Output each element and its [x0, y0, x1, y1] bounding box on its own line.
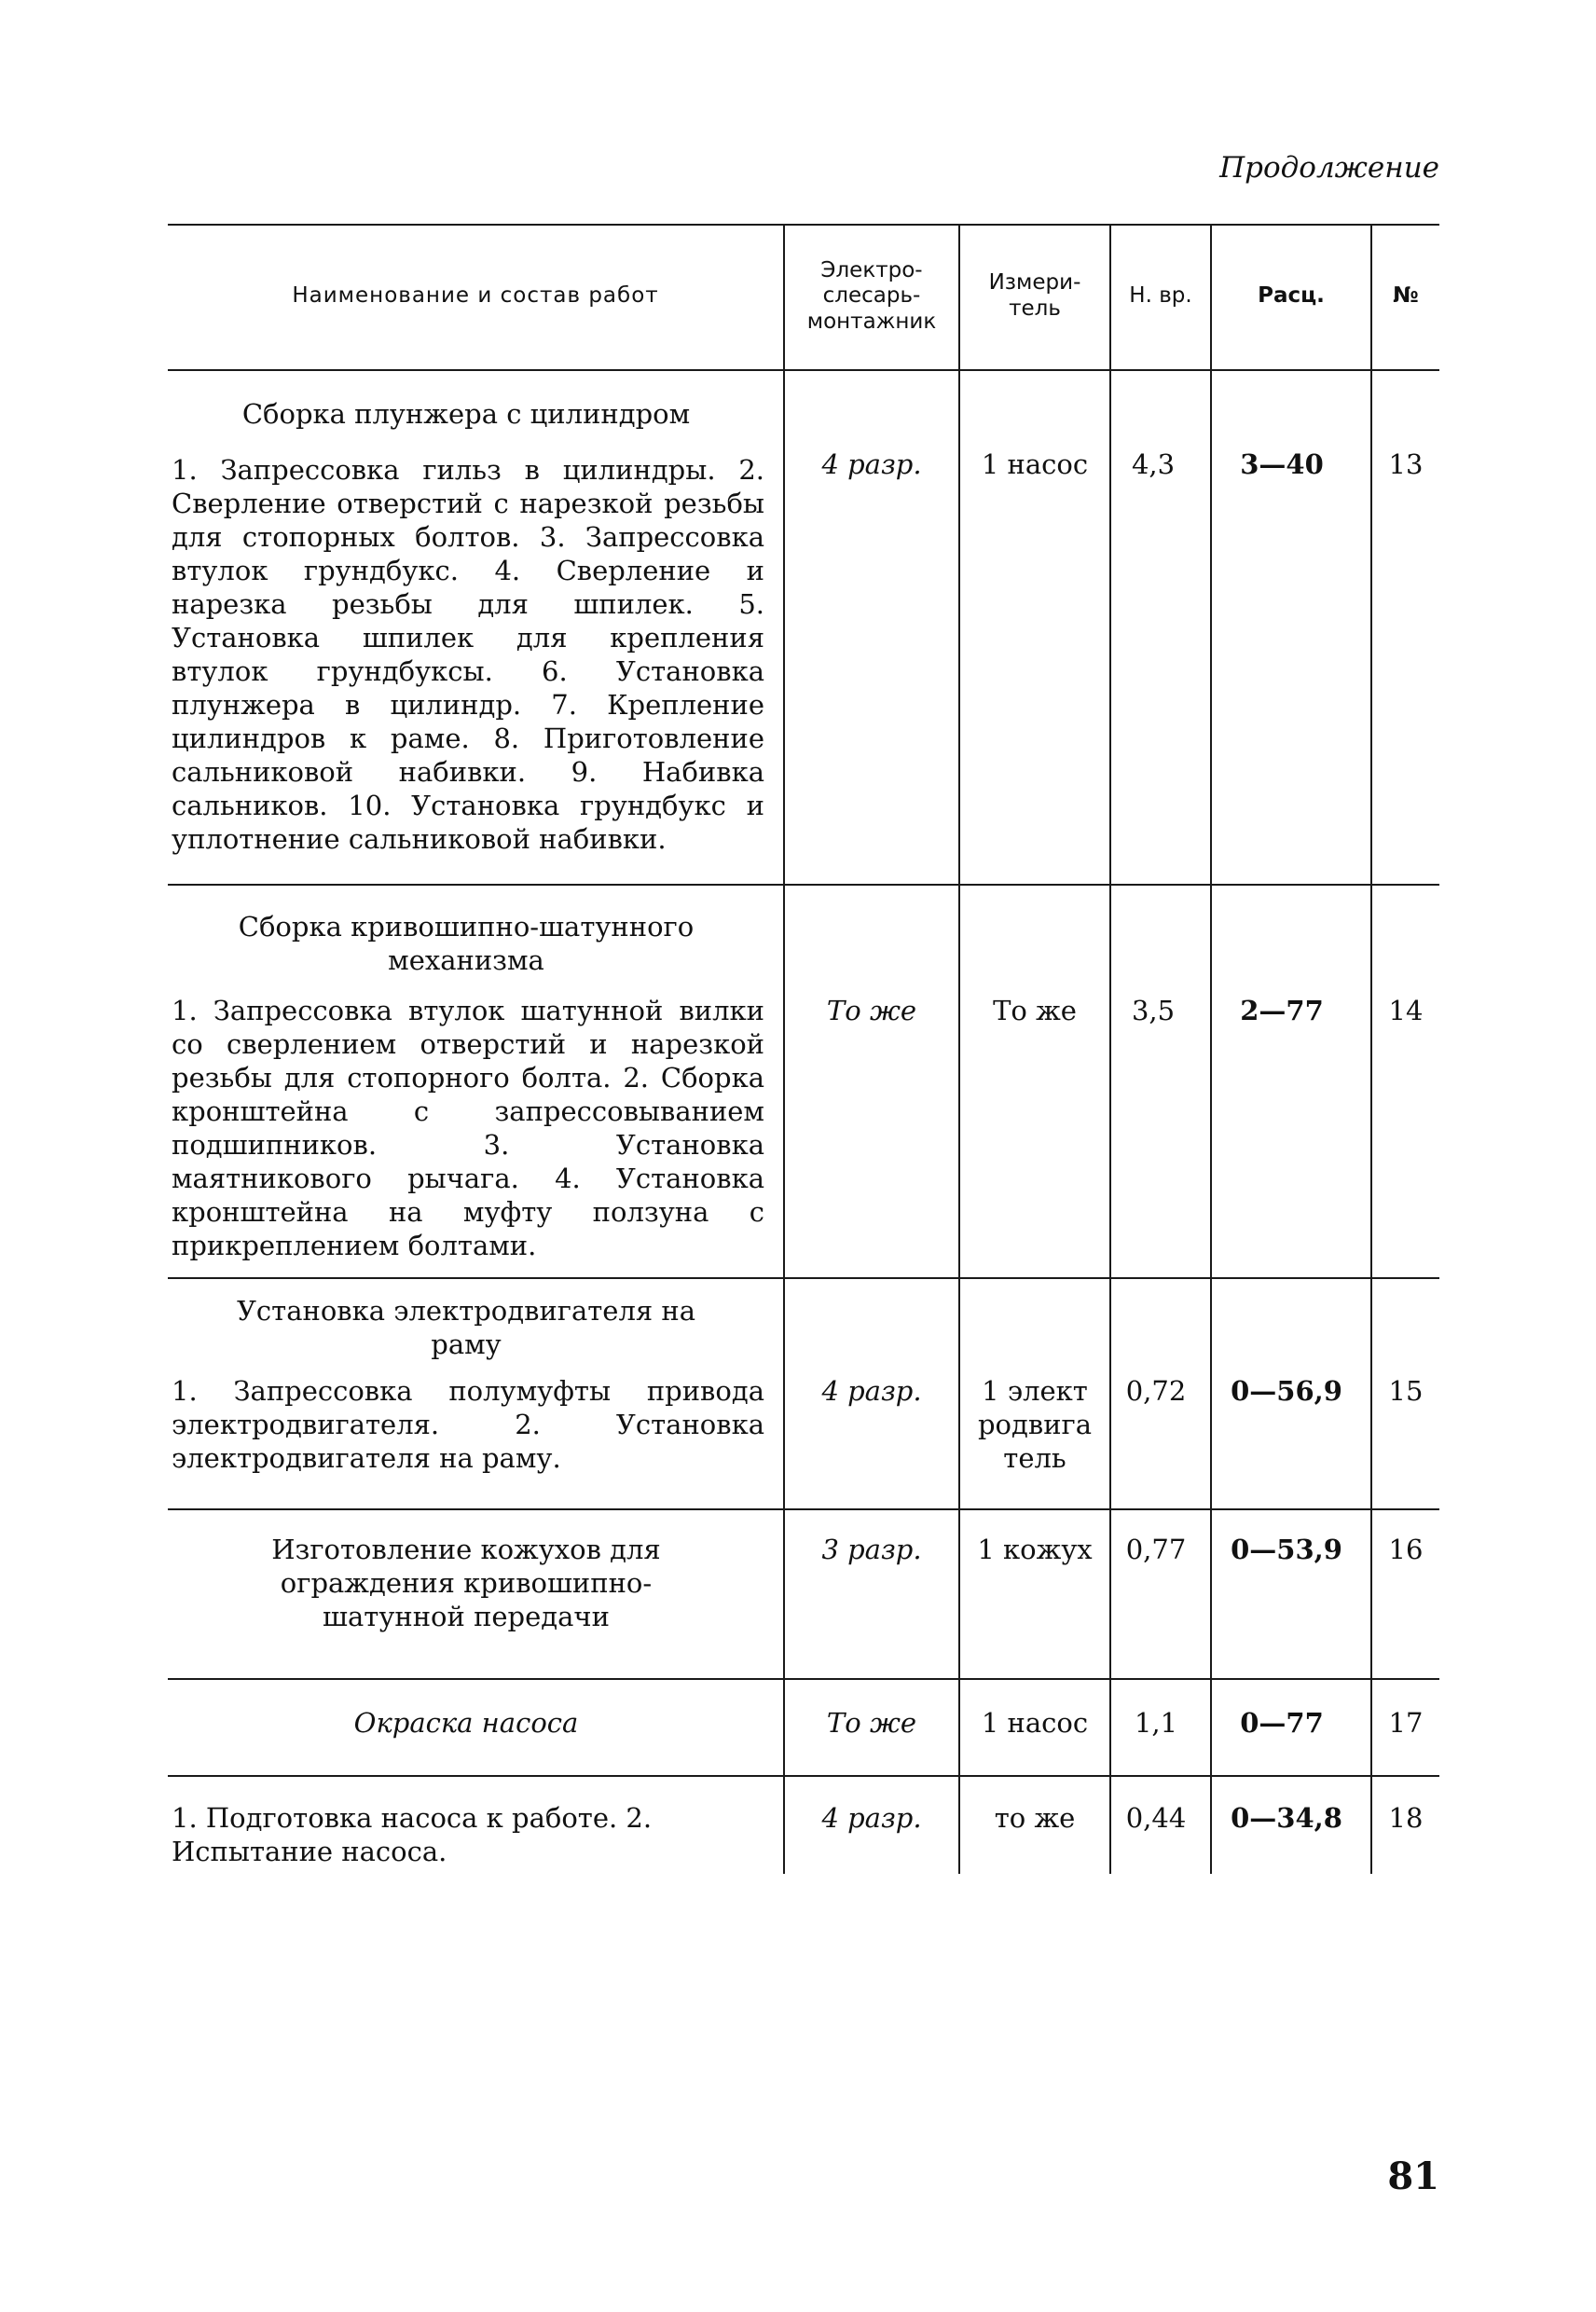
row-number: 14 [1388, 995, 1424, 1026]
rate-value: 3—40 [1240, 448, 1324, 480]
row-number: 13 [1388, 448, 1424, 480]
row-description: 1. Запрессовка полумуфты привода электродвигателя. 2. Установка электродвигателя на раму. [172, 1375, 764, 1474]
worker-grade: 3 разр. [821, 1534, 922, 1565]
row-description: 1. Запрессовка втулок шатунной вилки со сверлением отверстий и нарезкой резьбы для стопорного болта. 2. Сборка кронштейна с запрессовыванием подшипников. 3. Установка маятникового рычага. 4. Установка кронштейна на муфту ползуна с прикреплением болтами. [172, 995, 764, 1261]
row-title: Установка электродвигателя на раму [236, 1295, 696, 1360]
header-rate: Расц. [1258, 283, 1325, 309]
worker-grade: То же [826, 1707, 917, 1739]
unit-value: То же [993, 995, 1077, 1026]
rate-value: 0—77 [1240, 1707, 1324, 1739]
norm-time-value: 0,77 [1125, 1534, 1187, 1565]
unit-value: 1 кожух [977, 1534, 1093, 1565]
unit-value: 1 электродвигатель [977, 1375, 1093, 1474]
row-description: 1. Подготовка насоса к работе. 2. Испытание насоса. [172, 1802, 653, 1867]
row-divider [168, 884, 1439, 886]
rate-value: 0—34,8 [1231, 1802, 1342, 1834]
norm-time-value: 1,1 [1134, 1707, 1178, 1739]
rate-value: 2—77 [1240, 995, 1324, 1026]
worker-grade: 4 разр. [821, 448, 922, 480]
norm-time-value: 0,44 [1125, 1802, 1187, 1834]
row-number: 15 [1388, 1375, 1424, 1407]
row-divider [168, 1508, 1439, 1510]
row-divider [168, 1775, 1439, 1777]
norm-time-value: 3,5 [1131, 995, 1176, 1026]
row-title: Изготовление кожухов для ограждения кривошипно-шатунной передачи [271, 1534, 661, 1632]
row-divider [168, 1277, 1439, 1279]
worker-grade: То же [826, 995, 917, 1026]
header-unit: Измери- тель [988, 270, 1081, 321]
row-number: 18 [1388, 1802, 1424, 1834]
row-title: Окраска насоса [353, 1707, 579, 1739]
norm-time-value: 4,3 [1131, 448, 1176, 480]
header-number: № [1393, 283, 1419, 309]
row-number: 16 [1388, 1534, 1424, 1565]
unit-value: 1 насос [981, 1707, 1089, 1739]
worker-grade: 4 разр. [821, 1375, 922, 1407]
continuation-label: Продолжение [1219, 151, 1439, 185]
row-number: 17 [1388, 1707, 1424, 1739]
row-description: 1. Запрессовка гильз в цилиндры. 2. Сверление отверстий с нарезкой резьбы для стопорных болтов. 3. Запрессовка втулок грундбукс. 4. Сверление и нарезка резьбы для шпилек. 5. Установка шпилек для крепления втулок грундбуксы. 6. Установка плунжера в цилиндр. 7. Крепление цилиндров к раме. 8. Приготовление сальниковой набивки. 9. Набивка сальников. 10. Установка грундбукс и уплотнение сальниковой набивки. [172, 454, 764, 855]
header-norm-time: Н. вр. [1129, 283, 1192, 309]
header-bottom-rule [168, 369, 1439, 371]
rate-value: 0—56,9 [1231, 1375, 1342, 1407]
worker-grade: 4 разр. [821, 1802, 922, 1834]
row-title: Сборка кривошипно-шатунного механизма [238, 911, 695, 976]
row-title: Сборка плунжера с цилиндром [241, 398, 691, 430]
unit-value: то же [994, 1802, 1076, 1834]
page-number: 81 [1387, 2154, 1439, 2198]
header-worker: Электро- слесарь- монтажник [806, 257, 937, 334]
row-divider [168, 1678, 1439, 1680]
rate-value: 0—53,9 [1231, 1534, 1342, 1565]
header-name-of-work: Наименование и состав работ [292, 283, 659, 309]
unit-value: 1 насос [981, 448, 1089, 480]
norm-time-value: 0,72 [1125, 1375, 1187, 1407]
